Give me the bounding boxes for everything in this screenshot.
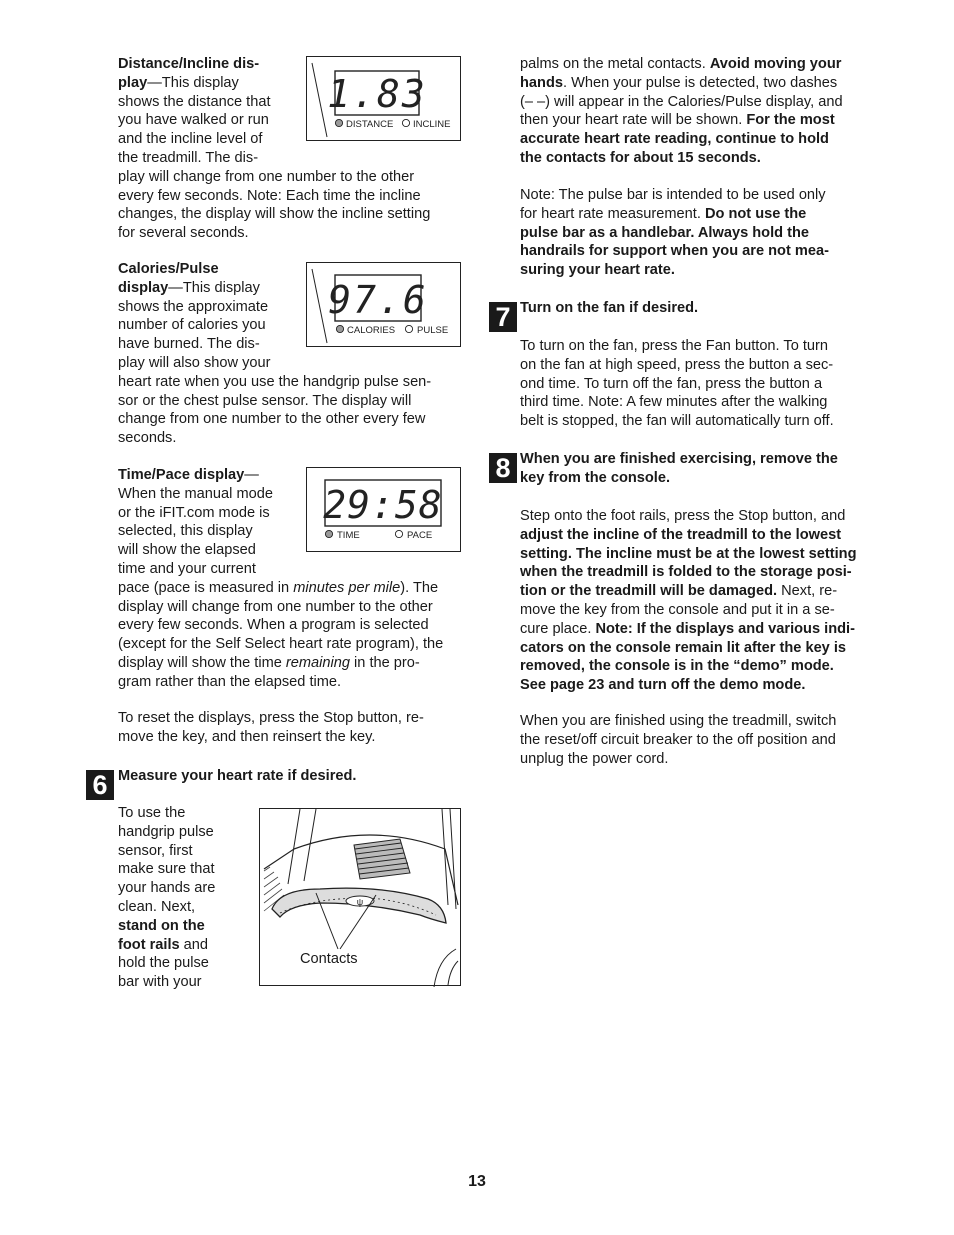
text-run: play will change from one number to the other: [118, 168, 415, 185]
text-run: pulse bar as a handlebar. Always hold the: [520, 224, 809, 241]
text-run: (– –) will appear in the Calories/Pulse display, and: [520, 93, 843, 110]
text-run: selected, this display: [118, 523, 253, 540]
pace-indicator-icon: [395, 530, 402, 537]
text-run: clean. Next,: [118, 899, 196, 915]
text-run: bar with your: [118, 974, 202, 991]
text-run: Distance/Incline dis-: [118, 56, 260, 72]
text-run: every few seconds. Note: Each time the incline: [118, 187, 421, 204]
text-line: [118, 560, 256, 579]
text-run: every few seconds. When a program is selected: [118, 617, 429, 634]
time-indicator-lit-icon: [325, 530, 332, 537]
text-run: removed, the console is in the “demo” mode.: [520, 658, 834, 675]
text-run: pace (pace is measured in: [118, 579, 294, 596]
text-run: sensor, first: [118, 842, 193, 859]
text-line: [520, 111, 835, 130]
text-run: suring your heart rate.: [520, 262, 675, 279]
text-run: Calories/Pulse: [118, 261, 219, 277]
step-7-badge: 7: [489, 302, 517, 332]
text-run: remaining: [285, 655, 350, 671]
text-line: [118, 654, 420, 673]
text-line: [118, 823, 214, 842]
text-run: Note: The pulse bar is intended to be used only: [520, 187, 826, 203]
text-line: [520, 526, 841, 545]
text-run: Next, re-: [777, 583, 838, 600]
time-label: TIME: [337, 530, 360, 541]
text-run: will show the elapsed: [118, 542, 256, 559]
text-run: Do not use the: [704, 205, 807, 222]
incline-indicator-icon: [402, 119, 409, 126]
text-line: [520, 186, 826, 205]
text-line: [118, 860, 215, 879]
text-run: To turn on the fan, press the Fan button. To turn: [520, 338, 829, 354]
text-run: have burned. The dis-: [118, 336, 260, 353]
fan-grille-icon: [354, 839, 410, 879]
text-line: [520, 74, 837, 93]
text-run: Time/Pace display: [118, 467, 245, 483]
text-run: Avoid moving your: [709, 56, 842, 72]
text-line: [520, 657, 834, 676]
text-line: [118, 279, 260, 298]
text-run: foot rails: [118, 936, 180, 953]
text-run: seconds.: [118, 430, 177, 447]
text-run: ). The: [400, 579, 439, 596]
text-line: [118, 298, 268, 317]
text-run: move the key, and then reinsert the key.: [118, 728, 376, 745]
text-run: on the fan at high speed, press the button a sec-: [520, 356, 834, 373]
text-run: for heart rate measurement.: [520, 205, 705, 222]
text-run: in the pro-: [350, 655, 420, 671]
text-line: [520, 375, 822, 394]
text-run: ond time. To turn off the fan, press the button a: [520, 375, 823, 392]
text-run: handgrip pulse: [118, 823, 214, 840]
text-line: [520, 224, 809, 243]
text-run: number of calories you: [118, 317, 266, 334]
text-line: [118, 205, 430, 224]
pulse-bar-icon: [272, 888, 446, 923]
pulse-bar-figure: [259, 808, 461, 986]
text-run: Step onto the foot rails, press the Stop button, and: [520, 508, 846, 524]
text-line: [118, 917, 205, 936]
distance-indicator-lit-icon: [335, 119, 342, 126]
text-run: —: [244, 467, 259, 483]
text-line: [118, 522, 253, 541]
text-line: [118, 598, 433, 617]
text-line: [118, 936, 208, 955]
text-run: —This display: [168, 279, 260, 296]
text-line: [118, 429, 176, 448]
text-line: [118, 842, 193, 861]
text-run: To reset the displays, press the Stop button, re-: [118, 710, 424, 726]
text-line: [520, 620, 855, 639]
text-run: To use the: [118, 805, 186, 821]
text-line: [118, 973, 202, 992]
text-run: display: [118, 279, 169, 296]
svg-text:ψ: ψ: [356, 897, 364, 907]
text-line: [118, 93, 271, 112]
text-line: [520, 55, 841, 74]
text-line: [520, 750, 668, 769]
text-line: [520, 676, 805, 695]
text-line: [118, 74, 239, 93]
text-line: [118, 898, 195, 917]
text-run: stand on the: [118, 917, 205, 934]
text-line: [118, 149, 258, 168]
text-line: [118, 55, 259, 74]
text-line: [520, 261, 675, 280]
text-run: changes, the display will show the incline setting: [118, 206, 431, 223]
text-line: [520, 393, 827, 412]
text-run: sor or the chest pulse sensor. The display will: [118, 392, 412, 409]
text-run: third time. Note: A few minutes after the walking: [520, 394, 828, 411]
text-run: shows the approximate: [118, 298, 269, 315]
step-7-heading: Turn on the fan if desired.: [520, 300, 699, 316]
text-line: [118, 373, 431, 392]
text-line: [520, 712, 836, 731]
text-run: gram rather than the elapsed time.: [118, 673, 342, 690]
distance-label: DISTANCE: [346, 119, 394, 130]
text-line: [118, 187, 421, 206]
text-run: When you are finished using the treadmill, switch: [520, 713, 837, 729]
text-run: play: [118, 74, 148, 91]
text-run: the contacts for about 15 seconds.: [520, 150, 761, 166]
text-line: [520, 639, 846, 658]
text-run: and the incline level of: [118, 131, 263, 148]
calories-indicator-lit-icon: [336, 325, 343, 332]
text-line: [118, 635, 443, 654]
text-run: move the key from the console and put it in a se-: [520, 602, 835, 618]
text-run: shows the distance that: [118, 93, 271, 110]
page-number: 13: [468, 1173, 486, 1190]
text-line: [118, 804, 185, 823]
text-line: [118, 335, 260, 354]
text-run: your hands are: [118, 880, 216, 897]
text-line: [520, 412, 834, 431]
text-run: belt is stopped, the fan will automatically turn off.: [520, 413, 834, 430]
step-6-heading: Measure your heart rate if desired.: [118, 768, 357, 784]
text-run: cators on the console remain lit after the key is: [520, 639, 847, 656]
text-line: [520, 450, 838, 469]
text-line: [118, 354, 271, 373]
text-line: [520, 242, 829, 261]
text-line: [118, 111, 269, 130]
text-run: display will show the time: [118, 655, 286, 671]
text-run: change from one number to the other every few: [118, 411, 426, 428]
text-run: For the most: [746, 112, 835, 129]
text-line: [118, 579, 438, 598]
text-line: [520, 337, 828, 356]
text-line: [118, 541, 256, 560]
text-line: [118, 954, 209, 973]
text-run: tion or the treadmill will be damaged.: [520, 583, 778, 600]
time-readout: 29:58: [323, 483, 443, 527]
text-run: hold the pulse: [118, 955, 209, 972]
text-line: [520, 563, 852, 582]
text-line: [520, 507, 845, 526]
text-run: (except for the Self Select heart rate program), the: [118, 636, 444, 653]
text-line: [118, 466, 259, 485]
text-run: make sure that: [118, 861, 215, 878]
text-run: Note: If the displays and various indi-: [595, 620, 855, 637]
text-run: unplug the power cord.: [520, 750, 669, 767]
text-run: setting. The incline must be at the lowest setting: [520, 545, 857, 562]
time-pace-display-figure: [306, 467, 461, 552]
text-run: heart rate when you use the handgrip pulse sen-: [118, 373, 432, 390]
text-line: [520, 205, 806, 224]
text-run: and: [179, 936, 209, 953]
text-run: then your heart rate will be shown.: [520, 112, 747, 129]
text-line: [118, 616, 429, 635]
text-run: accurate heart rate reading, continue to hold: [520, 131, 829, 148]
text-run: When the manual mode: [118, 485, 273, 502]
text-run: . When your pulse is detected, two dashes: [562, 74, 838, 91]
text-line: [520, 601, 835, 620]
text-line: [118, 168, 414, 187]
text-run: minutes per mile: [293, 579, 401, 596]
text-line: [118, 709, 424, 728]
text-run: cure place.: [520, 620, 596, 637]
step-6-badge: 6: [86, 770, 114, 800]
contacts-callout: Contacts: [300, 951, 358, 967]
text-run: —This display: [147, 74, 239, 91]
calories-pulse-display-figure: [306, 262, 461, 347]
calories-readout: 97.6: [328, 278, 428, 322]
text-line: [118, 504, 270, 523]
text-run: or the iFIT.com mode is: [118, 504, 270, 521]
text-line: [520, 582, 837, 601]
text-line: [118, 224, 249, 243]
text-line: [520, 731, 836, 750]
calories-label: CALORIES: [347, 325, 396, 336]
text-run: the treadmill. The dis-: [118, 150, 259, 166]
text-line: [520, 130, 829, 149]
text-line: [118, 260, 219, 279]
pulse-label: PULSE: [417, 325, 449, 336]
text-run: you have walked or run: [118, 112, 269, 129]
text-run: when the treadmill is folded to the storage posi-: [520, 564, 852, 581]
distance-incline-display-figure: [306, 56, 461, 141]
text-run: adjust the incline of the treadmill to the lowest: [520, 526, 842, 543]
incline-label: INCLINE: [413, 119, 451, 130]
text-line: [118, 728, 375, 747]
text-line: [118, 673, 341, 692]
text-run: play will also show your: [118, 355, 271, 371]
pace-label: PACE: [407, 530, 433, 541]
text-run: time and your current: [118, 561, 256, 577]
text-run: palms on the metal contacts.: [520, 56, 710, 72]
text-run: See page 23 and turn off the demo mode.: [520, 677, 806, 694]
text-line: [520, 356, 833, 375]
text-run: the reset/off circuit breaker to the off position and: [520, 731, 836, 748]
text-run: hands: [520, 74, 563, 91]
distance-readout: 1.83: [327, 72, 427, 116]
text-run: handrails for support when you are not mea-: [520, 243, 829, 260]
text-line: [520, 149, 761, 168]
pulse-indicator-icon: [405, 325, 412, 332]
text-line: [520, 93, 843, 112]
step-8-badge: 8: [489, 453, 517, 483]
text-run: for several seconds.: [118, 225, 249, 242]
text-run: When you are finished exercising, remove the: [520, 451, 838, 467]
text-line: [520, 469, 670, 488]
text-run: display will change from one number to the other: [118, 598, 433, 615]
text-line: [118, 879, 215, 898]
text-line: [118, 410, 425, 429]
text-line: [520, 545, 857, 564]
text-line: [118, 392, 411, 411]
text-line: [118, 485, 273, 504]
text-line: [118, 316, 266, 335]
text-run: key from the console.: [520, 469, 671, 486]
text-line: [118, 130, 262, 149]
